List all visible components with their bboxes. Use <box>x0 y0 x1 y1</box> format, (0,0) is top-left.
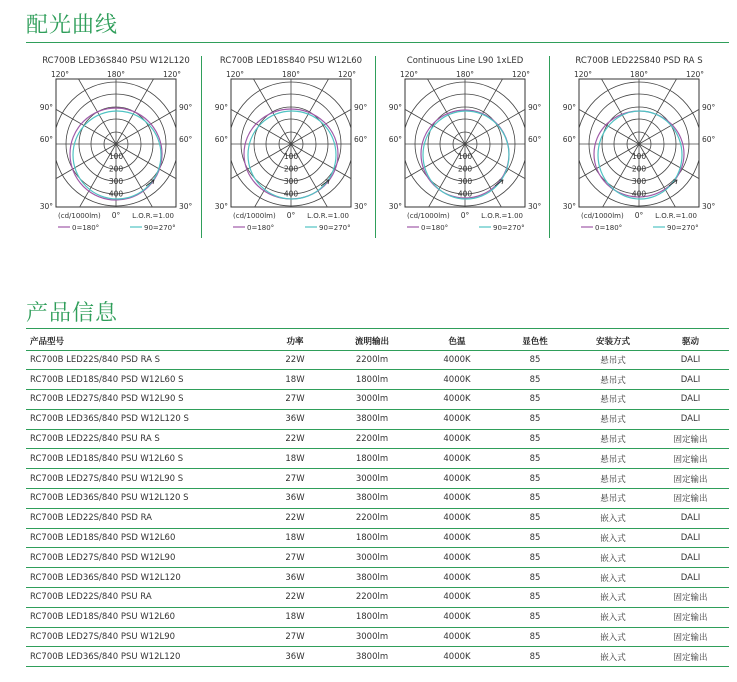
cell-cct: 4000K <box>418 647 496 667</box>
angle-label: 60° <box>39 135 53 144</box>
cell-model: RC700B LED36S/840 PSD W12L120 <box>26 568 264 588</box>
table-row <box>26 568 729 588</box>
angle-label: 60° <box>528 135 542 144</box>
polar-radial <box>559 144 639 199</box>
cell-driver: 固定输出 <box>652 647 729 667</box>
cell-lumen: 3800lm <box>326 409 418 429</box>
cell-cri: 85 <box>496 607 574 627</box>
legend-c0-label: 0=180° <box>595 224 623 232</box>
cell-model: RC700B LED27S/840 PSU W12L90 <box>26 627 264 647</box>
cell-mounting: 嵌入式 <box>574 607 652 627</box>
table-row <box>26 607 729 627</box>
angle-label: 0° <box>460 211 470 220</box>
angle-label: 120° <box>399 70 419 79</box>
cell-model: RC700B LED27S/840 PSU W12L90 S <box>26 469 264 489</box>
cell-model: RC700B LED18S/840 PSD W12L60 S <box>26 370 264 390</box>
lor-label: L.O.R.=1.00 <box>307 212 349 220</box>
angle-label: 0° <box>286 211 296 220</box>
cell-mounting: 嵌入式 <box>574 588 652 608</box>
angle-label: 30° <box>39 202 53 211</box>
cell-driver: 固定输出 <box>652 469 729 489</box>
cell-cct: 4000K <box>418 528 496 548</box>
panel-separator <box>549 56 550 238</box>
table-row <box>26 588 729 608</box>
angle-label: 90° <box>354 103 368 112</box>
angle-label: 180° <box>629 70 649 79</box>
cell-model: RC700B LED27S/840 PSD W12L90 S <box>26 390 264 410</box>
cell-lumen: 3800lm <box>326 489 418 509</box>
cell-power: 27W <box>264 548 326 568</box>
cell-power: 22W <box>264 508 326 528</box>
angle-label: 90° <box>562 103 576 112</box>
cell-driver: DALI <box>652 508 729 528</box>
ring-label: 100 <box>631 152 647 161</box>
cell-model: RC700B LED18S/840 PSU W12L60 S <box>26 449 264 469</box>
cell-cct: 4000K <box>418 588 496 608</box>
unit-label: (cd/1000lm) <box>58 212 101 220</box>
cell-driver: 固定输出 <box>652 429 729 449</box>
cell-driver: DALI <box>652 390 729 410</box>
cell-power: 36W <box>264 489 326 509</box>
unit-label: (cd/1000lm) <box>407 212 450 220</box>
table-row <box>26 548 729 568</box>
polar-panel <box>211 52 371 242</box>
cell-cct: 4000K <box>418 390 496 410</box>
cell-lumen: 2200lm <box>326 588 418 608</box>
cell-cri: 85 <box>496 627 574 647</box>
legend-c90-label: 90=270° <box>667 224 699 232</box>
cell-driver: 固定输出 <box>652 627 729 647</box>
table-row <box>26 449 729 469</box>
table-row <box>26 409 729 429</box>
table-row <box>26 390 729 410</box>
cell-cri: 85 <box>496 429 574 449</box>
product-table <box>26 332 729 667</box>
angle-label: 60° <box>214 135 228 144</box>
angle-label: 30° <box>528 202 542 211</box>
cell-mounting: 悬吊式 <box>574 390 652 410</box>
angle-label: 180° <box>106 70 126 79</box>
ring-label: 400 <box>631 189 647 199</box>
table-row <box>26 469 729 489</box>
angle-label: 30° <box>354 202 368 211</box>
cell-cct: 4000K <box>418 429 496 449</box>
cell-cri: 85 <box>496 647 574 667</box>
product-info-rule <box>26 328 729 329</box>
ring-label: 300 <box>631 177 647 186</box>
cell-lumen: 2200lm <box>326 508 418 528</box>
header-lumen: 流明输出 <box>326 332 418 350</box>
polar-diagram <box>36 68 196 240</box>
panel-separator <box>201 56 202 238</box>
legend-c90-label: 90=270° <box>493 224 525 232</box>
legend-c0-label: 0=180° <box>421 224 449 232</box>
ring-label: 200 <box>631 164 647 174</box>
cell-cct: 4000K <box>418 350 496 370</box>
polar-diagram <box>211 68 371 240</box>
light-distribution-rule <box>26 42 729 43</box>
cell-cct: 4000K <box>418 370 496 390</box>
ring-label: 400 <box>108 189 124 199</box>
cell-cri: 85 <box>496 528 574 548</box>
cell-cri: 85 <box>496 449 574 469</box>
cell-mounting: 嵌入式 <box>574 647 652 667</box>
cell-lumen: 1800lm <box>326 607 418 627</box>
cell-lumen: 3000lm <box>326 469 418 489</box>
angle-label: 60° <box>354 135 368 144</box>
cell-lumen: 3000lm <box>326 548 418 568</box>
ring-label: 300 <box>457 177 473 186</box>
ring-label: 300 <box>283 177 299 186</box>
polar-diagram <box>559 68 719 240</box>
header-cri: 显色性 <box>496 332 574 350</box>
cell-cct: 4000K <box>418 607 496 627</box>
table-row <box>26 647 729 667</box>
polar-panel <box>559 52 719 242</box>
cell-power: 36W <box>264 409 326 429</box>
angle-label: 0° <box>111 211 121 220</box>
cell-mounting: 嵌入式 <box>574 528 652 548</box>
angle-label: 30° <box>214 202 228 211</box>
cell-power: 36W <box>264 647 326 667</box>
light-distribution-title: 配光曲线 <box>26 13 119 38</box>
cell-cct: 4000K <box>418 489 496 509</box>
cell-mounting: 悬吊式 <box>574 469 652 489</box>
cell-cct: 4000K <box>418 568 496 588</box>
cell-lumen: 3800lm <box>326 647 418 667</box>
unit-label: (cd/1000lm) <box>581 212 624 220</box>
cell-model: RC700B LED36S/840 PSU W12L120 <box>26 647 264 667</box>
polar-panel <box>385 52 545 242</box>
angle-label: 120° <box>225 70 245 79</box>
cell-driver: DALI <box>652 528 729 548</box>
cell-power: 22W <box>264 429 326 449</box>
angle-label: 30° <box>179 202 193 211</box>
ring-label: 200 <box>108 164 124 174</box>
polar-panel-title: RC700B LED18S840 PSU W12L60 <box>219 56 363 66</box>
cell-model: RC700B LED36S/840 PSU W12L120 S <box>26 489 264 509</box>
cell-cri: 85 <box>496 350 574 370</box>
cell-cri: 85 <box>496 390 574 410</box>
cell-driver: 固定输出 <box>652 449 729 469</box>
cell-cri: 85 <box>496 489 574 509</box>
angle-label: 120° <box>337 70 357 79</box>
cell-lumen: 1800lm <box>326 528 418 548</box>
angle-label: 30° <box>388 202 402 211</box>
angle-label: 90° <box>214 103 228 112</box>
cell-cct: 4000K <box>418 508 496 528</box>
cell-lumen: 1800lm <box>326 449 418 469</box>
cell-driver: 固定输出 <box>652 489 729 509</box>
cell-mounting: 嵌入式 <box>574 568 652 588</box>
cell-model: RC700B LED22S/840 PSU RA <box>26 588 264 608</box>
header-power: 功率 <box>264 332 326 350</box>
ring-label: 400 <box>283 189 299 199</box>
polar-panel-title: RC700B LED22S840 PSD RA S <box>575 56 703 66</box>
cell-driver: DALI <box>652 568 729 588</box>
cell-cct: 4000K <box>418 409 496 429</box>
cell-mounting: 嵌入式 <box>574 508 652 528</box>
cell-mounting: 悬吊式 <box>574 350 652 370</box>
cell-power: 22W <box>264 588 326 608</box>
ring-label: 200 <box>283 164 299 174</box>
legend-c90-label: 90=270° <box>144 224 176 232</box>
cell-cri: 85 <box>496 508 574 528</box>
polar-panel-title: Continuous Line L90 1xLED <box>406 56 524 66</box>
cell-power: 18W <box>264 607 326 627</box>
legend-c90-label: 90=270° <box>319 224 351 232</box>
table-row <box>26 627 729 647</box>
cell-mounting: 悬吊式 <box>574 489 652 509</box>
angle-label: 180° <box>281 70 301 79</box>
angle-label: 90° <box>702 103 716 112</box>
cell-cri: 85 <box>496 370 574 390</box>
polar-radial <box>291 144 371 199</box>
cell-lumen: 2200lm <box>326 429 418 449</box>
cell-power: 18W <box>264 528 326 548</box>
panel-separator <box>375 56 376 238</box>
cell-driver: DALI <box>652 409 729 429</box>
cell-lumen: 3000lm <box>326 627 418 647</box>
angle-label: 120° <box>50 70 70 79</box>
cell-lumen: 3800lm <box>326 568 418 588</box>
table-row <box>26 429 729 449</box>
header-cct: 色温 <box>418 332 496 350</box>
cell-power: 22W <box>264 350 326 370</box>
angle-label: 120° <box>511 70 531 79</box>
cell-model: RC700B LED18S/840 PSD W12L60 <box>26 528 264 548</box>
angle-label: 120° <box>162 70 182 79</box>
cell-power: 18W <box>264 449 326 469</box>
angle-label: 60° <box>179 135 193 144</box>
header-mounting: 安装方式 <box>574 332 652 350</box>
angle-label: 60° <box>388 135 402 144</box>
angle-label: 90° <box>528 103 542 112</box>
polar-panel-title: RC700B LED36S840 PSU W12L120 <box>42 56 190 66</box>
angle-label: 120° <box>573 70 593 79</box>
polar-panel <box>36 52 196 242</box>
cell-driver: 固定输出 <box>652 588 729 608</box>
cell-power: 27W <box>264 627 326 647</box>
ring-label: 200 <box>457 164 473 174</box>
cell-cri: 85 <box>496 409 574 429</box>
cell-model: RC700B LED22S/840 PSD RA S <box>26 350 264 370</box>
cell-mounting: 嵌入式 <box>574 627 652 647</box>
cell-power: 27W <box>264 469 326 489</box>
ring-label: 400 <box>457 189 473 199</box>
angle-label: 0° <box>634 211 644 220</box>
header-driver: 驱动 <box>652 332 729 350</box>
cell-power: 27W <box>264 390 326 410</box>
cell-cct: 4000K <box>418 449 496 469</box>
lor-label: L.O.R.=1.00 <box>132 212 174 220</box>
cell-model: RC700B LED36S/840 PSD W12L120 S <box>26 409 264 429</box>
cell-cri: 85 <box>496 548 574 568</box>
ring-label: 100 <box>457 152 473 161</box>
angle-label: 60° <box>562 135 576 144</box>
unit-label: (cd/1000lm) <box>233 212 276 220</box>
product-info-title: 产品信息 <box>26 301 119 326</box>
cell-cri: 85 <box>496 469 574 489</box>
header-model: 产品型号 <box>26 332 264 350</box>
cell-cct: 4000K <box>418 627 496 647</box>
table-row <box>26 350 729 370</box>
table-row <box>26 528 729 548</box>
cell-lumen: 1800lm <box>326 370 418 390</box>
cell-mounting: 嵌入式 <box>574 548 652 568</box>
cell-model: RC700B LED22S/840 PSU RA S <box>26 429 264 449</box>
ring-label: 100 <box>108 152 124 161</box>
cell-mounting: 悬吊式 <box>574 429 652 449</box>
angle-label: 120° <box>685 70 705 79</box>
angle-label: 90° <box>388 103 402 112</box>
legend-c0-label: 0=180° <box>247 224 275 232</box>
cell-mounting: 悬吊式 <box>574 370 652 390</box>
cell-model: RC700B LED27S/840 PSD W12L90 <box>26 548 264 568</box>
cell-cri: 85 <box>496 568 574 588</box>
cell-driver: DALI <box>652 370 729 390</box>
ring-label: 300 <box>108 177 124 186</box>
legend-c0-label: 0=180° <box>72 224 100 232</box>
table-row <box>26 508 729 528</box>
angle-label: 30° <box>562 202 576 211</box>
cell-driver: 固定输出 <box>652 607 729 627</box>
angle-label: 60° <box>702 135 716 144</box>
angle-label: 30° <box>702 202 716 211</box>
cell-lumen: 3000lm <box>326 390 418 410</box>
angle-label: 90° <box>179 103 193 112</box>
cell-mounting: 悬吊式 <box>574 449 652 469</box>
cell-cri: 85 <box>496 588 574 608</box>
cell-driver: DALI <box>652 350 729 370</box>
cell-mounting: 悬吊式 <box>574 409 652 429</box>
lor-label: L.O.R.=1.00 <box>481 212 523 220</box>
cell-lumen: 2200lm <box>326 350 418 370</box>
angle-label: 180° <box>455 70 475 79</box>
cell-cct: 4000K <box>418 548 496 568</box>
lor-label: L.O.R.=1.00 <box>655 212 697 220</box>
angle-label: 90° <box>39 103 53 112</box>
table-row <box>26 489 729 509</box>
cell-model: RC700B LED18S/840 PSU W12L60 <box>26 607 264 627</box>
polar-diagram <box>385 68 545 240</box>
cell-model: RC700B LED22S/840 PSD RA <box>26 508 264 528</box>
ring-label: 100 <box>283 152 299 161</box>
polar-radial <box>116 144 196 199</box>
cell-cct: 4000K <box>418 469 496 489</box>
cell-power: 36W <box>264 568 326 588</box>
cell-power: 18W <box>264 370 326 390</box>
table-header-row <box>26 332 729 350</box>
table-row <box>26 370 729 390</box>
cell-driver: DALI <box>652 548 729 568</box>
